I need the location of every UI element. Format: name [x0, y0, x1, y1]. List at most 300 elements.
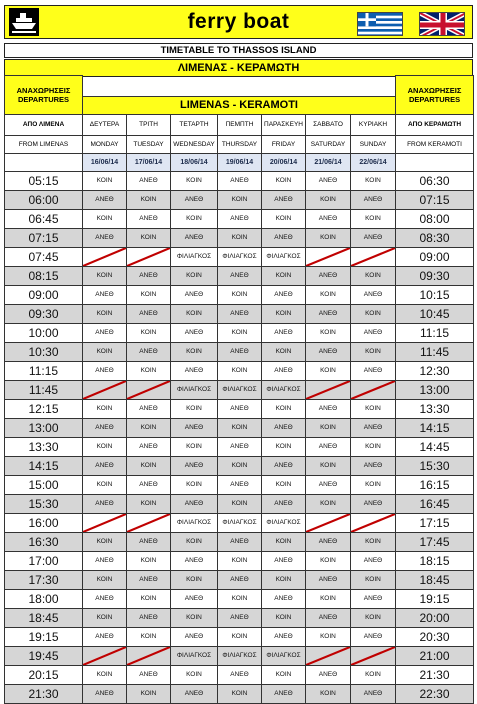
departure-time-limenas: 10:00	[5, 323, 83, 342]
table-row	[5, 399, 474, 418]
vessel-code: ΚΟΙΝ	[262, 304, 306, 323]
departure-time-keramoti: 13:00	[396, 380, 474, 399]
vessel-code: ΚΟΙΝ	[83, 342, 127, 361]
table-row	[5, 646, 474, 665]
vessel-code: ΚΟΙΝ	[306, 285, 351, 304]
day-name-english: TUESDAY	[127, 135, 171, 153]
table-row	[5, 684, 474, 703]
vessel-code: ΚΟΙΝ	[127, 551, 171, 570]
vessel-code: ΑΝΕΘ	[351, 418, 396, 437]
departure-time-keramoti: 09:30	[396, 266, 474, 285]
departure-time-limenas: 10:30	[5, 342, 83, 361]
departure-time-limenas: 09:00	[5, 285, 83, 304]
departure-time-keramoti: 18:45	[396, 570, 474, 589]
departure-time-limenas: 11:45	[5, 380, 83, 399]
day-name-greek: ΠΑΡΑΣΚΕΥΗ	[262, 114, 306, 135]
table-row	[5, 532, 474, 551]
vessel-code: ΚΟΙΝ	[127, 190, 171, 209]
vessel-code: ΚΟΙΝ	[83, 532, 127, 551]
departure-time-keramoti: 08:30	[396, 228, 474, 247]
departure-time-limenas: 16:00	[5, 513, 83, 532]
vessel-code: ΑΝΕΘ	[262, 551, 306, 570]
vessel-code: ΑΝΕΘ	[351, 684, 396, 703]
vessel-code: ΚΟΙΝ	[83, 665, 127, 684]
departure-time-limenas: 06:00	[5, 190, 83, 209]
table-row	[5, 209, 474, 228]
table-row	[5, 228, 474, 247]
table-row	[5, 494, 474, 513]
vessel-code: ΑΝΕΘ	[351, 494, 396, 513]
departure-time-limenas: 18:45	[5, 608, 83, 627]
route-english: LIMENAS - KERAMOTI	[83, 96, 396, 114]
departure-time-limenas: 12:15	[5, 399, 83, 418]
vessel-code: ΚΟΙΝ	[83, 266, 127, 285]
vessel-code: ΦΙΛΙΑΓΚΟΣ	[262, 380, 306, 399]
departure-time-keramoti: 14:15	[396, 418, 474, 437]
departure-time-keramoti: 21:30	[396, 665, 474, 684]
vessel-code: ΚΟΙΝ	[262, 266, 306, 285]
vessel-code: ΑΝΕΘ	[306, 209, 351, 228]
day-date: 17/06/14	[127, 153, 171, 171]
vessel-code: ΑΝΕΘ	[262, 494, 306, 513]
vessel-code: ΦΙΛΙΑΓΚΟΣ	[218, 380, 262, 399]
departure-time-limenas: 18:00	[5, 589, 83, 608]
table-row	[5, 551, 474, 570]
table-row	[5, 342, 474, 361]
departure-time-keramoti: 16:15	[396, 475, 474, 494]
table-row	[5, 627, 474, 646]
vessel-code: ΚΟΙΝ	[262, 532, 306, 551]
greek-flag-icon	[357, 12, 403, 36]
no-sailing-cell	[351, 513, 396, 532]
right-departures-greek: ΑΝΑΧΩΡΗΣΕΙΣ	[407, 85, 462, 95]
vessel-code: ΑΝΕΘ	[351, 589, 396, 608]
vessel-code: ΑΝΕΘ	[83, 418, 127, 437]
vessel-code: ΑΝΕΘ	[218, 399, 262, 418]
vessel-code: ΚΟΙΝ	[306, 228, 351, 247]
departure-time-keramoti: 18:15	[396, 551, 474, 570]
vessel-code: ΑΝΕΘ	[83, 228, 127, 247]
vessel-code: ΚΟΙΝ	[306, 589, 351, 608]
vessel-code: ΑΝΕΘ	[262, 228, 306, 247]
vessel-code: ΦΙΛΙΑΓΚΟΣ	[262, 646, 306, 665]
departure-time-limenas: 15:00	[5, 475, 83, 494]
vessel-code: ΚΟΙΝ	[218, 684, 262, 703]
day-name-greek: ΚΥΡΙΑΚΗ	[351, 114, 396, 135]
departure-time-limenas: 21:30	[5, 684, 83, 703]
day-date: 21/06/14	[306, 153, 351, 171]
day-date: 19/06/14	[218, 153, 262, 171]
vessel-code: ΚΟΙΝ	[83, 437, 127, 456]
vessel-code: ΑΝΕΘ	[83, 494, 127, 513]
vessel-code: ΚΟΙΝ	[218, 551, 262, 570]
departure-time-limenas: 13:30	[5, 437, 83, 456]
strike-line	[306, 381, 350, 399]
vessel-code: ΚΟΙΝ	[127, 285, 171, 304]
vessel-code: ΑΝΕΘ	[127, 475, 171, 494]
vessel-code: ΚΟΙΝ	[351, 399, 396, 418]
vessel-code: ΚΟΙΝ	[351, 608, 396, 627]
strike-line	[83, 248, 126, 266]
table-row	[5, 513, 474, 532]
vessel-code: ΚΟΙΝ	[306, 494, 351, 513]
departure-time-limenas: 09:30	[5, 304, 83, 323]
left-departures-header	[5, 76, 83, 115]
departure-time-keramoti: 09:00	[396, 247, 474, 266]
vessel-code: ΑΝΕΘ	[127, 570, 171, 589]
no-sailing-cell	[83, 646, 127, 665]
header-bar	[4, 5, 473, 39]
vessel-code: ΑΝΕΘ	[83, 456, 127, 475]
departure-time-keramoti: 12:30	[396, 361, 474, 380]
no-sailing-cell	[83, 380, 127, 399]
departure-time-limenas: 08:15	[5, 266, 83, 285]
vessel-code: ΑΝΕΘ	[351, 285, 396, 304]
vessel-code: ΑΝΕΘ	[171, 361, 218, 380]
route-english-spacer	[83, 76, 396, 97]
vessel-code: ΑΝΕΘ	[127, 171, 171, 190]
day-date: 18/06/14	[171, 153, 218, 171]
vessel-code: ΚΟΙΝ	[83, 608, 127, 627]
vessel-code: ΚΟΙΝ	[171, 475, 218, 494]
vessel-code: ΑΝΕΘ	[83, 323, 127, 342]
vessel-code: ΑΝΕΘ	[83, 589, 127, 608]
vessel-code: ΑΝΕΘ	[351, 190, 396, 209]
from-limenas-english: FROM LIMENAS	[5, 135, 83, 153]
vessel-code: ΑΝΕΘ	[127, 266, 171, 285]
uk-flag-icon	[419, 12, 465, 36]
vessel-code: ΑΝΕΘ	[262, 627, 306, 646]
vessel-code: ΑΝΕΘ	[262, 589, 306, 608]
vessel-code: ΚΟΙΝ	[306, 361, 351, 380]
strike-line	[351, 381, 395, 399]
vessel-code: ΑΝΕΘ	[218, 209, 262, 228]
departure-time-limenas: 05:15	[5, 171, 83, 190]
day-date: 20/06/14	[262, 153, 306, 171]
right-departures-english: DEPARTURES	[408, 94, 461, 104]
vessel-code: ΑΝΕΘ	[262, 323, 306, 342]
departure-time-keramoti: 11:15	[396, 323, 474, 342]
no-sailing-cell	[83, 247, 127, 266]
vessel-code: ΚΟΙΝ	[351, 665, 396, 684]
vessel-code: ΑΝΕΘ	[127, 342, 171, 361]
table-row	[5, 323, 474, 342]
vessel-code: ΑΝΕΘ	[218, 437, 262, 456]
table-row	[5, 665, 474, 684]
vessel-code: ΚΟΙΝ	[351, 304, 396, 323]
vessel-code: ΑΝΕΘ	[83, 285, 127, 304]
day-name-greek: ΤΕΤΑΡΤΗ	[171, 114, 218, 135]
vessel-code: ΑΝΕΘ	[351, 361, 396, 380]
departure-time-keramoti: 10:15	[396, 285, 474, 304]
vessel-code: ΦΙΛΙΑΓΚΟΣ	[218, 646, 262, 665]
vessel-code: ΑΝΕΘ	[171, 228, 218, 247]
table-row	[5, 247, 474, 266]
no-sailing-cell	[351, 247, 396, 266]
vessel-code: ΚΟΙΝ	[171, 532, 218, 551]
vessel-code: ΑΝΕΘ	[127, 532, 171, 551]
vessel-code: ΑΝΕΘ	[127, 437, 171, 456]
vessel-code: ΚΟΙΝ	[171, 342, 218, 361]
vessel-code: ΦΙΛΙΑΓΚΟΣ	[262, 513, 306, 532]
brand-title: ferry boat	[187, 10, 290, 33]
table-row	[5, 285, 474, 304]
vessel-code: ΑΝΕΘ	[83, 361, 127, 380]
table-row	[5, 418, 474, 437]
day-date: 16/06/14	[83, 153, 127, 171]
table-row	[5, 608, 474, 627]
day-name-english: WEDNESDAY	[171, 135, 218, 153]
vessel-code: ΚΟΙΝ	[83, 304, 127, 323]
day-name-english: MONDAY	[83, 135, 127, 153]
vessel-code: ΚΟΙΝ	[262, 608, 306, 627]
table-row	[5, 570, 474, 589]
date-spacer-left	[5, 153, 83, 171]
departure-time-keramoti: 15:30	[396, 456, 474, 475]
strike-line	[127, 647, 170, 665]
vessel-code: ΚΟΙΝ	[127, 228, 171, 247]
vessel-code: ΚΟΙΝ	[171, 171, 218, 190]
departure-time-keramoti: 20:00	[396, 608, 474, 627]
timetable-table	[4, 75, 474, 704]
departure-time-keramoti: 14:45	[396, 437, 474, 456]
vessel-code: ΚΟΙΝ	[171, 399, 218, 418]
departure-time-keramoti: 20:30	[396, 627, 474, 646]
vessel-code: ΚΟΙΝ	[306, 190, 351, 209]
vessel-code: ΚΟΙΝ	[351, 532, 396, 551]
day-name-english: SATURDAY	[306, 135, 351, 153]
vessel-code: ΑΝΕΘ	[306, 266, 351, 285]
vessel-code: ΑΝΕΘ	[171, 323, 218, 342]
vessel-code: ΑΝΕΘ	[171, 418, 218, 437]
vessel-code: ΑΝΕΘ	[262, 285, 306, 304]
vessel-code: ΚΟΙΝ	[351, 342, 396, 361]
vessel-code: ΚΟΙΝ	[262, 342, 306, 361]
vessel-code: ΑΝΕΘ	[218, 304, 262, 323]
vessel-code: ΦΙΛΙΑΓΚΟΣ	[171, 380, 218, 399]
vessel-code: ΑΝΕΘ	[83, 551, 127, 570]
vessel-code: ΑΝΕΘ	[127, 665, 171, 684]
day-name-english: SUNDAY	[351, 135, 396, 153]
departure-time-keramoti: 13:30	[396, 399, 474, 418]
vessel-code: ΑΝΕΘ	[306, 342, 351, 361]
vessel-code: ΑΝΕΘ	[306, 171, 351, 190]
vessel-code: ΑΝΕΘ	[262, 456, 306, 475]
vessel-code: ΚΟΙΝ	[262, 437, 306, 456]
strike-line	[351, 248, 395, 266]
vessel-code: ΚΟΙΝ	[83, 171, 127, 190]
vessel-code: ΚΟΙΝ	[218, 361, 262, 380]
vessel-code: ΑΝΕΘ	[171, 285, 218, 304]
strike-line	[127, 381, 170, 399]
from-keramoti-greek: ΑΠΟ ΚΕΡΑΜΩΤΗ	[396, 114, 474, 135]
departure-time-keramoti: 16:45	[396, 494, 474, 513]
day-name-english: FRIDAY	[262, 135, 306, 153]
vessel-code: ΚΟΙΝ	[306, 418, 351, 437]
departure-time-keramoti: 06:30	[396, 171, 474, 190]
from-keramoti-english: FROM KERAMOTI	[396, 135, 474, 153]
departure-time-limenas: 14:15	[5, 456, 83, 475]
departure-time-keramoti: 10:45	[396, 304, 474, 323]
departure-time-limenas: 16:30	[5, 532, 83, 551]
left-departures-english: DEPARTURES	[17, 94, 70, 104]
vessel-code: ΑΝΕΘ	[171, 494, 218, 513]
day-name-greek: ΔΕΥΤΕΡΑ	[83, 114, 127, 135]
departure-time-limenas: 17:30	[5, 570, 83, 589]
vessel-code: ΚΟΙΝ	[218, 285, 262, 304]
strike-line	[306, 248, 350, 266]
vessel-code: ΚΟΙΝ	[171, 665, 218, 684]
vessel-code: ΑΝΕΘ	[262, 190, 306, 209]
vessel-code: ΑΝΕΘ	[351, 456, 396, 475]
departure-time-keramoti: 17:15	[396, 513, 474, 532]
table-row	[5, 475, 474, 494]
strike-line	[127, 514, 170, 532]
vessel-code: ΑΝΕΘ	[351, 551, 396, 570]
vessel-code: ΚΟΙΝ	[262, 171, 306, 190]
departure-time-keramoti: 22:30	[396, 684, 474, 703]
vessel-code: ΚΟΙΝ	[83, 570, 127, 589]
vessel-code: ΚΟΙΝ	[127, 361, 171, 380]
vessel-code: ΑΝΕΘ	[218, 665, 262, 684]
vessel-code: ΚΟΙΝ	[171, 209, 218, 228]
vessel-code: ΚΟΙΝ	[306, 323, 351, 342]
departure-time-limenas: 17:00	[5, 551, 83, 570]
vessel-code: ΑΝΕΘ	[306, 608, 351, 627]
vessel-code: ΚΟΙΝ	[218, 589, 262, 608]
strike-line	[351, 514, 395, 532]
vessel-code: ΚΟΙΝ	[127, 494, 171, 513]
vessel-code: ΦΙΛΙΑΓΚΟΣ	[262, 247, 306, 266]
departure-time-keramoti: 11:45	[396, 342, 474, 361]
vessel-code: ΑΝΕΘ	[127, 399, 171, 418]
departure-time-limenas: 11:15	[5, 361, 83, 380]
vessel-code: ΑΝΕΘ	[262, 684, 306, 703]
no-sailing-cell	[306, 513, 351, 532]
vessel-code: ΚΟΙΝ	[83, 475, 127, 494]
vessel-code: ΑΝΕΘ	[127, 209, 171, 228]
table-row	[5, 190, 474, 209]
day-name-greek: ΣΑΒΒΑΤΟ	[306, 114, 351, 135]
vessel-code: ΑΝΕΘ	[127, 304, 171, 323]
vessel-code: ΑΝΕΘ	[262, 361, 306, 380]
vessel-code: ΑΝΕΘ	[218, 475, 262, 494]
table-row	[5, 456, 474, 475]
table-row	[5, 304, 474, 323]
vessel-code: ΑΝΕΘ	[83, 190, 127, 209]
no-sailing-cell	[127, 247, 171, 266]
departure-time-keramoti: 07:15	[396, 190, 474, 209]
vessel-code: ΚΟΙΝ	[306, 684, 351, 703]
vessel-code: ΚΟΙΝ	[127, 627, 171, 646]
departure-time-keramoti: 19:15	[396, 589, 474, 608]
departure-time-limenas: 13:00	[5, 418, 83, 437]
table-row	[5, 380, 474, 399]
vessel-code: ΑΝΕΘ	[83, 684, 127, 703]
vessel-code: ΑΝΕΘ	[262, 418, 306, 437]
date-spacer-right	[396, 153, 474, 171]
no-sailing-cell	[127, 513, 171, 532]
vessel-code: ΦΙΛΙΑΓΚΟΣ	[218, 513, 262, 532]
vessel-code: ΑΝΕΘ	[306, 475, 351, 494]
vessel-code: ΑΝΕΘ	[127, 608, 171, 627]
vessel-code: ΑΝΕΘ	[351, 323, 396, 342]
vessel-code: ΚΟΙΝ	[83, 399, 127, 418]
table-row	[5, 589, 474, 608]
vessel-code: ΚΟΙΝ	[171, 266, 218, 285]
vessel-code: ΚΟΙΝ	[262, 399, 306, 418]
vessel-code: ΑΝΕΘ	[171, 551, 218, 570]
vessel-code: ΑΝΕΘ	[218, 266, 262, 285]
table-row	[5, 361, 474, 380]
vessel-code: ΑΝΕΘ	[351, 627, 396, 646]
vessel-code: ΑΝΕΘ	[171, 589, 218, 608]
vessel-code: ΑΝΕΘ	[218, 570, 262, 589]
vessel-code: ΚΟΙΝ	[262, 665, 306, 684]
vessel-code: ΚΟΙΝ	[306, 627, 351, 646]
strike-line	[306, 514, 350, 532]
vessel-code: ΦΙΛΙΑΓΚΟΣ	[218, 247, 262, 266]
vessel-code: ΚΟΙΝ	[351, 266, 396, 285]
departure-time-keramoti: 17:45	[396, 532, 474, 551]
timetable-subtitle: TIMETABLE TO THASSOS ISLAND	[4, 43, 473, 58]
vessel-code: ΑΝΕΘ	[306, 570, 351, 589]
vessel-code: ΚΟΙΝ	[127, 684, 171, 703]
vessel-code: ΑΝΕΘ	[171, 190, 218, 209]
vessel-code: ΚΟΙΝ	[83, 209, 127, 228]
vessel-code: ΦΙΛΙΑΓΚΟΣ	[171, 513, 218, 532]
strike-line	[127, 248, 170, 266]
no-sailing-cell	[306, 380, 351, 399]
vessel-code: ΑΝΕΘ	[306, 399, 351, 418]
vessel-code: ΦΙΛΙΑΓΚΟΣ	[171, 646, 218, 665]
vessel-code: ΚΟΙΝ	[262, 209, 306, 228]
day-name-greek: ΤΡΙΤΗ	[127, 114, 171, 135]
departure-time-limenas: 07:15	[5, 228, 83, 247]
vessel-code: ΚΟΙΝ	[262, 475, 306, 494]
vessel-code: ΚΟΙΝ	[127, 323, 171, 342]
departure-time-keramoti: 08:00	[396, 209, 474, 228]
vessel-code: ΚΟΙΝ	[127, 589, 171, 608]
vessel-code: ΑΝΕΘ	[218, 342, 262, 361]
vessel-code: ΑΝΕΘ	[306, 304, 351, 323]
vessel-code: ΑΝΕΘ	[218, 171, 262, 190]
vessel-code: ΚΟΙΝ	[218, 190, 262, 209]
no-sailing-cell	[351, 380, 396, 399]
strike-line	[83, 647, 126, 665]
no-sailing-cell	[127, 380, 171, 399]
vessel-code: ΑΝΕΘ	[351, 228, 396, 247]
vessel-code: ΚΟΙΝ	[351, 570, 396, 589]
vessel-code: ΚΟΙΝ	[127, 456, 171, 475]
departure-time-limenas: 06:45	[5, 209, 83, 228]
route-greek: ΛΙΜΕΝΑΣ - ΚΕΡΑΜΩΤΗ	[4, 59, 473, 77]
vessel-code: ΑΝΕΘ	[171, 684, 218, 703]
strike-line	[351, 647, 395, 665]
no-sailing-cell	[351, 646, 396, 665]
no-sailing-cell	[127, 646, 171, 665]
departure-time-limenas: 20:15	[5, 665, 83, 684]
from-limenas-greek: ΑΠΟ ΛΙΜΕΝΑ	[5, 114, 83, 135]
no-sailing-cell	[306, 247, 351, 266]
departure-time-limenas: 19:15	[5, 627, 83, 646]
vessel-code: ΑΝΕΘ	[83, 627, 127, 646]
vessel-code: ΚΟΙΝ	[218, 323, 262, 342]
departure-time-keramoti: 21:00	[396, 646, 474, 665]
vessel-code: ΑΝΕΘ	[218, 532, 262, 551]
right-departures-header	[396, 76, 474, 115]
vessel-code: ΑΝΕΘ	[171, 456, 218, 475]
